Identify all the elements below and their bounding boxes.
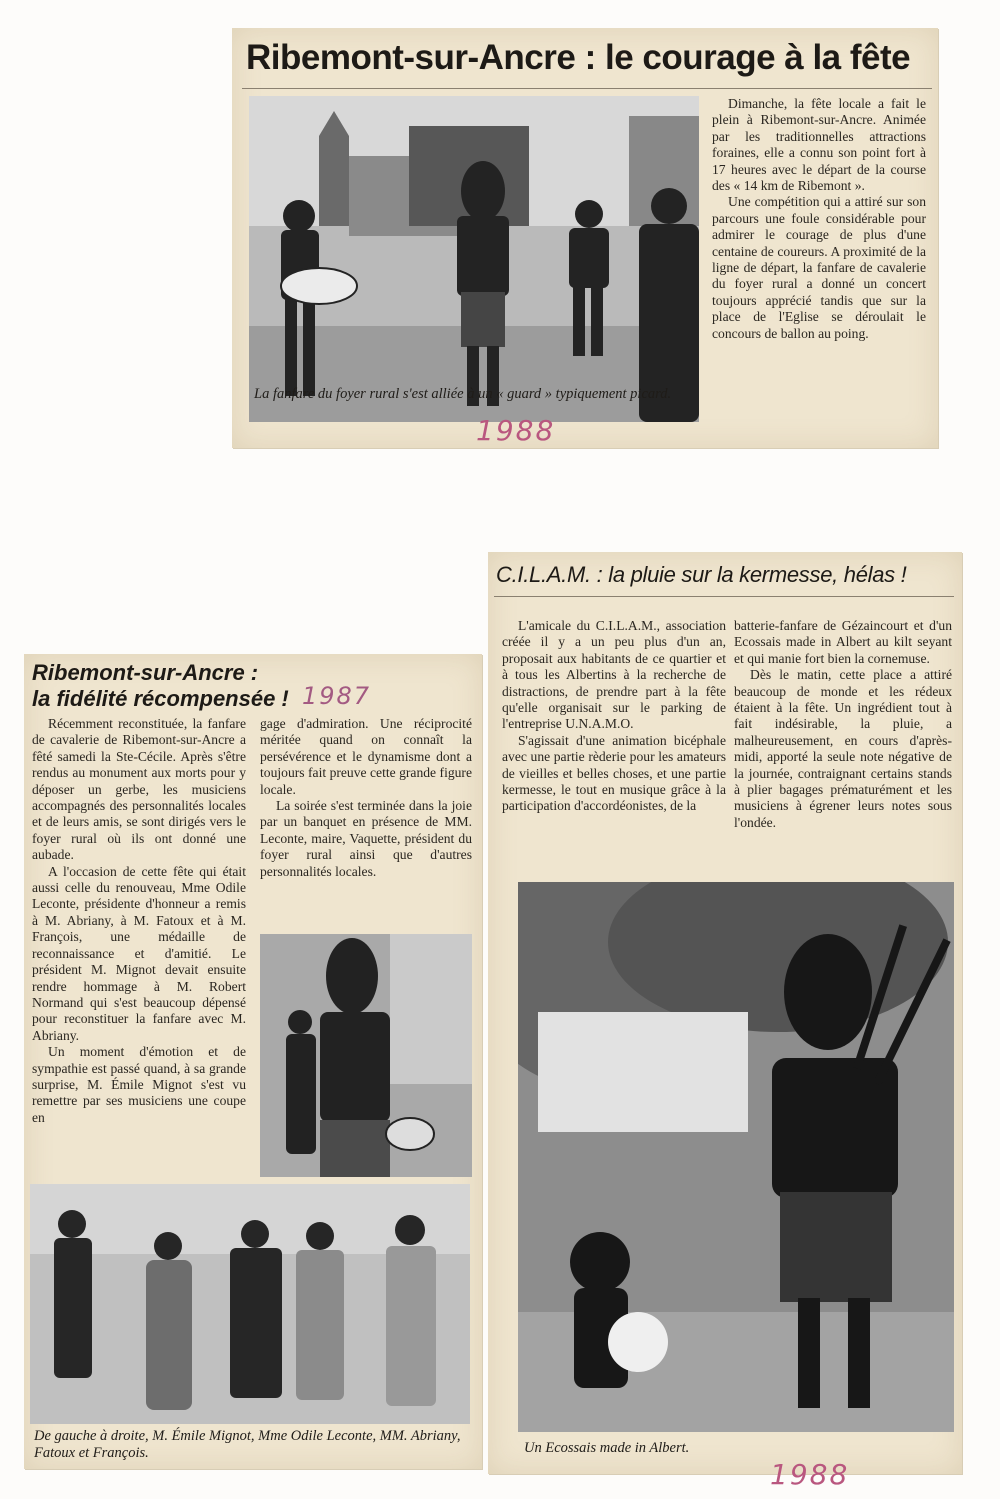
article2-photo-group — [30, 1184, 470, 1424]
article3-headline-rule — [494, 596, 954, 597]
article2-col2-paragraph-1: gage d'admiration. Une réciprocité méritée quand on connaît la persévérence et le dynamisme dont a toujours fait preuve cette grande figure locale. — [260, 716, 472, 797]
article1-headline: Ribemont-sur-Ancre : le courage à la fête — [246, 38, 911, 77]
group-portrait-photo — [30, 1184, 470, 1424]
scottish-piper-photo — [518, 882, 954, 1432]
article3-col2-paragraph-2: Dès le matin, cette place a attiré beaucoup de monde et les rédeux étaient à la fête. Un ingrédient tout à fait indésirable, la pluie, a malheureusement, en cours d'après-midi, apporté la seule note négative de la journée, contraignant certains stands à plier bagages prématurément et les musiciens à égrener leurs notes sous l'ondée. — [734, 667, 952, 830]
article2-photo-piper — [260, 934, 472, 1177]
article3-column-2 — [734, 618, 952, 831]
article2-headline-line1: Ribemont-sur-Ancre : — [32, 660, 259, 685]
article3-photo-scottish-piper — [518, 882, 954, 1432]
article2-column-2 — [260, 716, 472, 880]
clipping-cilam-kermesse — [488, 552, 962, 1474]
article2-col2-paragraph-2: La soirée s'est terminée dans la joie par un banquet en présence de MM. Leconte, maire, Vaquette, président du foyer rural ainsi que d'autres personnalités locales. — [260, 798, 472, 879]
article3-col1-paragraph-1: L'amicale du C.I.L.A.M., association créée il y a un peu plus d'un an, proposait aux habitants de ce quartier et à tous les Albertins à la recherche de distractions, de prendre part à la fête qu'elle organisait sur le parking de l'entreprise U.N.A.M.O. — [502, 618, 726, 732]
article2-caption: De gauche à droite, M. Émile Mignot, Mme Odile Leconte, MM. Abriany, Fatoux et François. — [34, 1428, 461, 1461]
article2-col1-paragraph-2: A l'occasion de cette fête qui était aussi celle du renouveau, Mme Odile Leconte, présidente d'honneur a remis à M. Abriany, à M. Fatoux et à M. François, une médaille de reconnaissance et d'amitié. Le président M. Mignot devait ensuite rendre hommage à M. Robert Normand qui s'est beaucoup dépensé pour reconstituer la fanfare avec M. Abriany. — [32, 863, 246, 1043]
article2-column-1 — [32, 716, 246, 1126]
clipping-fidelite-recompensee — [24, 654, 482, 1469]
article1-photo-fanfare — [249, 96, 699, 422]
article2-handwritten-year: 1987 — [302, 682, 372, 710]
article3-col1-paragraph-2: S'agissait d'une animation bicéphale avec une partie rèderie pour les amateurs de vieilles et belles choses, et une partie kermesse, le tout en musique grâce à la participation d'accordéonistes, de la — [502, 732, 726, 814]
article1-body — [712, 96, 926, 342]
article1-paragraph-2: Une compétition qui a attiré sur son parcours une foule considérable pour admirer le courage de plus d'une centaine de coureurs. A proximité de la ligne de départ, la fanfare de cavalerie du foyer rural a donné un concert toujours apprécié tandis que sur la place de l'Eglise se déroulait le concours de ballon au poing. — [712, 194, 926, 341]
article2-headline-line2: la fidélité récompensée ! — [32, 686, 289, 711]
article3-col2-paragraph-1: batterie-fanfare de Gézaincourt et d'un Ecossais made in Albert au kilt seyant et qui manie fort bien la cornemuse. — [734, 618, 952, 666]
bagpiper-indoor-photo — [260, 934, 472, 1177]
article1-paragraph-1: Dimanche, la fête locale a fait le plein à Ribemont-sur-Ancre. Animée par les traditionnelles attractions foraines, elle a connu son point fort à 17 heures avec le départ de la course des « 14 km de Ribemont ». — [712, 96, 926, 194]
article1-handwritten-year: 1988 — [476, 414, 556, 447]
article3-handwritten-year: 1988 — [770, 1458, 850, 1491]
article3-column-1 — [502, 618, 726, 815]
article2-col1-paragraph-1: Récemment reconstituée, la fanfare de cavalerie de Ribemont-sur-Ancre a fêté samedi la Ste-Cécile. Après s'être rendus au monument aux morts pour y déposer un gerbe, les musiciens accompagnés des personnalités locales et de leurs amis, se sont dirigés vers le foyer rural où ils ont donné une aubade. — [32, 716, 246, 863]
article3-headline: C.I.L.A.M. : la pluie sur la kermesse, hélas ! — [496, 562, 907, 587]
article1-caption: La fanfare du foyer rural s'est alliée à un « guard » typiquement picard. — [254, 386, 672, 402]
clipping-courage-a-la-fete — [232, 28, 938, 448]
article2-col1-paragraph-3: Un moment d'émotion et de sympathie est passé quand, à sa grande surprise, M. Émile Mignot s'est vu remettre par ses musiciens une coupe en — [32, 1044, 246, 1125]
article1-headline-rule — [242, 88, 932, 89]
article3-caption: Un Ecossais made in Albert. — [524, 1440, 690, 1456]
fanfare-parade-photo — [249, 96, 699, 422]
